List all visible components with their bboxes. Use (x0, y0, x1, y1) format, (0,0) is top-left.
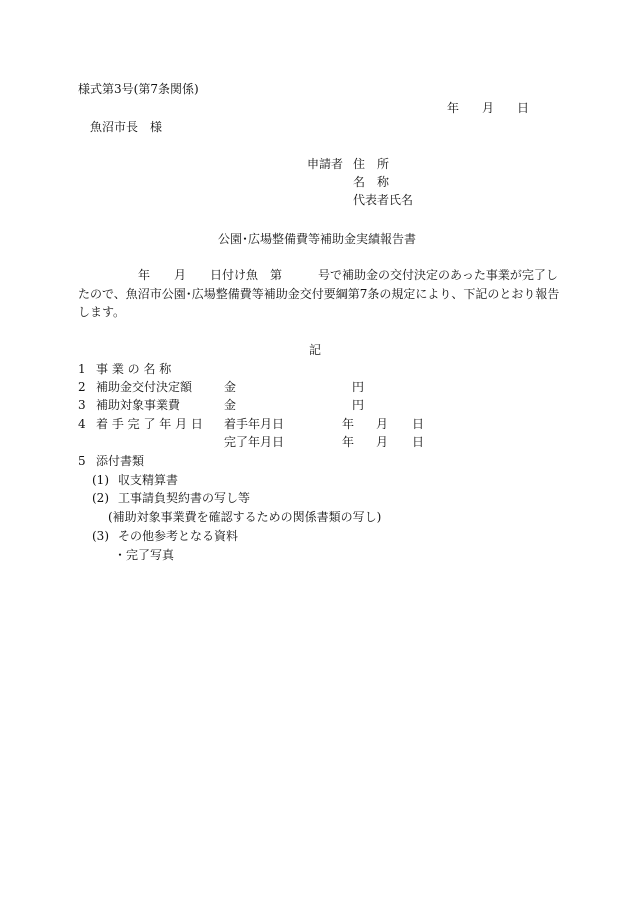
item-3-yen: 円 (352, 398, 365, 412)
item-3-label: 補助対象事業費 (96, 398, 181, 412)
date-year-label: 年 (447, 101, 460, 115)
item-4-end-year: 年 (342, 435, 355, 449)
body-line-2: たので、魚沼市公園･広場整備費等補助金交付要綱第7条の規定により、下記のとおり報告 (78, 287, 560, 301)
item-4-label: 着 手 完 了 年 月 日 (96, 417, 203, 431)
item-5-sub-2-text: 工事請負契約書の写し等 (118, 491, 251, 505)
item-2-kin: 金 (224, 380, 237, 394)
item-1-label: 事 業 の 名 称 (96, 362, 172, 376)
body-line-1: 年 月 日付け魚 第 号で補助金の交付決定のあった事業が完了し (138, 268, 558, 282)
date-month-label: 月 (482, 101, 495, 115)
item-4-end-month: 月 (376, 435, 389, 449)
item-3-number: 3 (78, 398, 86, 412)
item-5-label: 添付書類 (96, 454, 145, 468)
item-4-end-day: 日 (412, 435, 425, 449)
item-5-sub-1-text: 収支精算書 (118, 473, 179, 487)
applicant-address-label: 住 所 (353, 157, 390, 171)
applicant-representative-label: 代表者氏名 (353, 193, 414, 207)
item-5-sub-3-number: (3) (92, 529, 109, 543)
item-5-sub-3-bullet: ・完了写真 (114, 548, 175, 562)
body-line-3: します。 (78, 305, 126, 319)
item-5-number: 5 (78, 454, 86, 468)
item-1-number: 1 (78, 362, 86, 376)
item-5-sub-2-note: (補助対象事業費を確認するための関係書類の写し) (108, 510, 382, 524)
item-2-yen: 円 (352, 380, 365, 394)
item-4-start-label: 着手年月日 (224, 417, 285, 431)
date-day-label: 日 (517, 101, 530, 115)
item-4-start-year: 年 (342, 417, 355, 431)
item-4-start-month: 月 (376, 417, 389, 431)
item-3-kin: 金 (224, 398, 237, 412)
ki-heading: 記 (309, 343, 322, 357)
item-4-end-label: 完了年月日 (224, 435, 285, 449)
applicant-label: 申請者 (307, 157, 344, 171)
applicant-name-label: 名 称 (353, 175, 390, 189)
form-number: 様式第3号(第7条関係) (78, 82, 199, 96)
item-5-sub-3-text: その他参考となる資料 (118, 529, 239, 543)
item-2-number: 2 (78, 380, 86, 394)
item-2-label: 補助金交付決定額 (96, 380, 193, 394)
item-4-start-day: 日 (412, 417, 425, 431)
item-4-number: 4 (78, 417, 86, 431)
addressee: 魚沼市長 様 (90, 120, 163, 134)
item-5-sub-2-number: (2) (92, 491, 109, 505)
item-5-sub-1-number: (1) (92, 473, 109, 487)
document-title: 公園･広場整備費等補助金実績報告書 (218, 232, 417, 246)
